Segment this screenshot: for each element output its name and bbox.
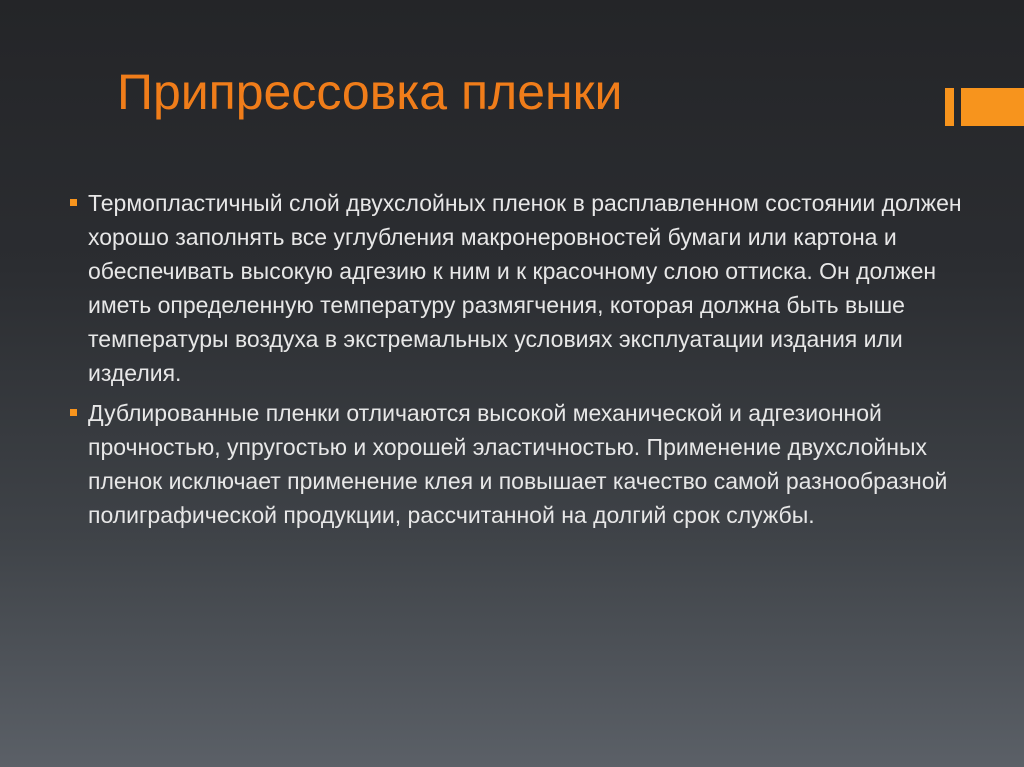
bullet-square-icon bbox=[70, 409, 77, 416]
accent-bar-thick bbox=[961, 88, 1024, 126]
bullet-square-icon bbox=[70, 199, 77, 206]
bullet-list bbox=[70, 186, 970, 538]
bullet-item bbox=[70, 186, 970, 390]
bullet-text: Термопластичный слой двухслойных пленок в расплавленном состоянии должен хорошо заполнять все углубления макронеровностей бумаги или картона и обеспечивать высокую адгезию к ним и к красочному слою оттиска. Он должен иметь определенную температуру размягчения, которая должна быть выше температуры воздуха в экстремальных условиях эксплуатации издания или изделия. bbox=[88, 190, 962, 386]
bullet-item bbox=[70, 396, 970, 532]
bullet-text: Дублированные пленки отличаются высокой механической и адгезионной прочностью, упругостью и хорошей эластичностью. Применение двухслойных пленок исключает применение клея и повышает качество самой разнообразной полиграфической продукции, рассчитанной на долгий срок службы. bbox=[88, 400, 948, 528]
accent-bars-decoration bbox=[945, 88, 1024, 126]
slide-title: Припрессовка пленки bbox=[117, 64, 623, 120]
accent-bar-thin bbox=[945, 88, 954, 126]
